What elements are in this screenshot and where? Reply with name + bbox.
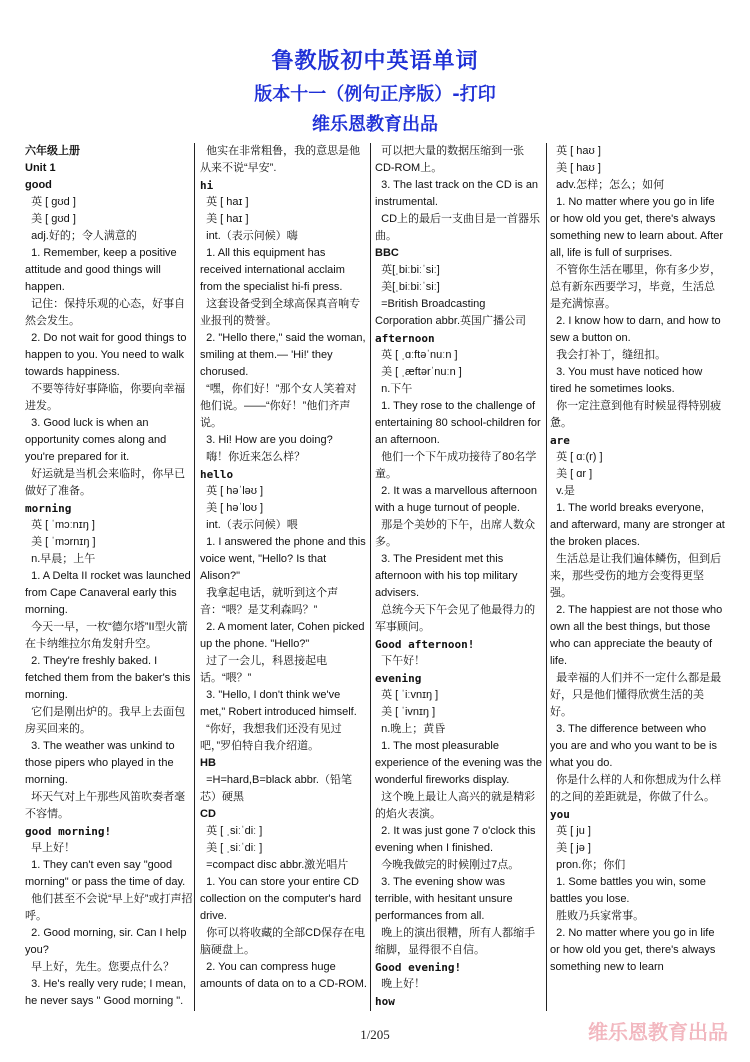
headword: are xyxy=(550,434,570,447)
entry-line: 他们一个下午成功接待了80名学童。 xyxy=(375,451,537,480)
entry-line: 坏天气对上午那些风笛吹奏者毫不容情。 xyxy=(25,791,186,820)
entry-line: n.早晨；上午 xyxy=(25,553,96,565)
entry-line: 最幸福的人们并不一定什么都是最好，只是他们懂得欣赏生活的美好。 xyxy=(550,672,722,718)
entry-line: 美 [ jə ] xyxy=(550,842,591,854)
entry-line: 3. The evening show was terrible, with hesitant unsure performances from all. xyxy=(375,876,516,922)
page-number: 1/205 xyxy=(360,1027,390,1042)
entry-line: 嗨！你近来怎么样？ xyxy=(200,451,306,463)
headword: how xyxy=(375,995,395,1008)
entry-line: 2. Good morning, sir. Can I help you? xyxy=(25,927,190,956)
entry-line: 2. No matter where you go in life or how old you get, there's always something new to learn xyxy=(550,927,719,973)
entry-line: “你好，我想我们还没有见过吧，”罗伯特自我介绍道。 xyxy=(200,723,342,752)
entry-line: 美 [ ˈmɔrnɪŋ ] xyxy=(25,536,96,548)
entry-line: 3. He's really very rude; I mean, he never says " Good morning ". xyxy=(25,978,190,1007)
entry-line: 他实在非常粗鲁，我的意思是他从来不说“早安”. xyxy=(200,145,361,174)
headword: evening xyxy=(375,672,422,685)
entry-line: 2. You can compress huge amounts of data on to a CD-ROM. xyxy=(200,961,367,990)
entry-line: int.（表示问候）嗨 xyxy=(200,230,298,242)
entry-line: 美 [ haɪ ] xyxy=(200,213,249,225)
entry-line: 我拿起电话，就听到这个声音：“喂？是艾利森吗？” xyxy=(200,587,339,616)
headword: good xyxy=(25,179,52,191)
entry-line: =compact disc abbr.激光唱片 xyxy=(200,859,349,871)
entry-line: 2. A moment later, Cohen picked up the phone. "Hello?" xyxy=(200,621,368,650)
entry-line: 这套设备受到全球高保真音响专业报刊的赞誉。 xyxy=(200,298,361,327)
entry-line: 可以把大量的数据压缩到一张CD-ROM上。 xyxy=(375,145,525,174)
entry-line: 英 [ ˈiːvnɪŋ ] xyxy=(375,689,439,701)
entry-line: 1. The world breaks everyone, and afterward, many are stronger at the broken places. xyxy=(550,502,728,548)
entry-line: =H=hard,B=black abbr.（铅笔芯）硬黑 xyxy=(200,774,352,803)
entry-line: 今晚我做完的时候刚过7点。 xyxy=(375,859,520,871)
entry-line: 1. I answered the phone and this voice went, "Hello? Is that Alison?" xyxy=(200,536,369,582)
headword: BBC xyxy=(375,247,399,259)
watermark-text: 维乐恩教育出品 xyxy=(588,1020,728,1044)
entry-line: 英[ˌbiːbiːˈsiː] xyxy=(375,264,440,276)
entry-line: 3. The last track on the CD is an instrumental. xyxy=(375,179,542,208)
entry-line: 1. Some battles you win, some battles you lose. xyxy=(550,876,709,905)
entry-line: 美 [ ˈivnɪŋ ] xyxy=(375,706,436,718)
entry-line: CD上的最后一支曲目是一首器乐曲。 xyxy=(375,213,541,242)
entry-line: 3. Hi! How are you doing? xyxy=(200,434,333,446)
entry-line: 英 [ ɑː(r) ] xyxy=(550,451,603,463)
entry-line: 早上好，先生。您要点什么？ xyxy=(25,961,175,973)
document-subtitle: 版本十一（例句正序版）-打印 xyxy=(254,84,496,105)
entry-line: 3. "Hello, I don't think we've met," Robert introduced himself. xyxy=(200,689,357,718)
vocab-column-2 xyxy=(200,143,367,1011)
entry-line: 1. A Delta II rocket was launched from Cape Canaveral early this morning. xyxy=(25,570,194,616)
entry-line: 早上好！ xyxy=(25,842,76,854)
headword: Good evening! xyxy=(375,961,462,974)
entry-line: 不管你生活在哪里，你有多少岁，总有新东西要学习，毕竟，生活总是充满惊喜。 xyxy=(550,264,722,310)
document-title: 鲁教版初中英语单词 xyxy=(271,49,479,74)
vocab-column-4 xyxy=(550,143,728,1011)
entry-line: 1. All this equipment has received international acclaim from the specialist hi-fi press. xyxy=(200,247,348,293)
entry-line: “嘿，你们好！”那个女人笑着对他们说。——“你好！”他们齐声说。 xyxy=(200,383,357,429)
entry-line: 2. The happiest are not those who own all the best things, but those who can appreciate the beauty of life. xyxy=(550,604,726,667)
entry-line: int.（表示问候）喂 xyxy=(200,519,298,531)
entry-line: 2. I know how to darn, and how to sew a button on. xyxy=(550,315,724,344)
entry-line: 英 [ ɡʊd ] xyxy=(25,196,76,208)
headword: good morning! xyxy=(25,825,112,838)
entry-line: 美 [ həˈloʊ ] xyxy=(200,502,264,514)
headword: 六年级上册 xyxy=(25,145,80,157)
entry-line: 晚上的演出很糟，所有人都缩手缩脚，显得很不自信。 xyxy=(375,927,536,956)
entry-line: 美 [ haʊ ] xyxy=(550,162,601,174)
headword: Good afternoon! xyxy=(375,638,475,651)
entry-line: 它们是刚出炉的。我早上去面包房买回来的。 xyxy=(25,706,186,735)
entry-line: 你可以将收藏的全部CD保存在电脑硬盘上。 xyxy=(200,927,366,956)
entry-line: 这个晚上最让人高兴的就是精彩的焰火表演。 xyxy=(375,791,536,820)
column-divider xyxy=(546,143,547,1011)
headword: afternoon xyxy=(375,332,435,345)
entry-line: 1. They can't even say "good morning" or pass the time of day. xyxy=(25,859,186,888)
entry-line: 1. No matter where you go in life or how old you get, there's always something new to learn about. After all, life is full of surprises. xyxy=(550,196,727,259)
entry-line: 2. They're freshly baked. I fetched them from the baker's this morning. xyxy=(25,655,194,701)
entry-line: 3. You must have noticed how tired he sometimes looks. xyxy=(550,366,706,395)
entry-line: 好运就是当机会来临时，你早已做好了准备。 xyxy=(25,468,186,497)
entry-line: 总统今天下午会见了他最得力的军事顾问。 xyxy=(375,604,536,633)
entry-line: 3. The weather was unkind to those pipers who played in the morning. xyxy=(25,740,178,786)
entry-line: n.晚上；黄昏 xyxy=(375,723,446,735)
headword: CD xyxy=(200,808,216,820)
entry-line: 英 [ həˈləʊ ] xyxy=(200,485,264,497)
entry-line: 英 [ ˈmɔːnɪŋ ] xyxy=(25,519,95,531)
entry-line: 2. It was just gone 7 o'clock this evening when I finished. xyxy=(375,825,539,854)
entry-line: v.是 xyxy=(550,485,575,497)
entry-line: 记住：保持乐观的心态，好事自然会发生。 xyxy=(25,298,186,327)
entry-line: 英 [ ˌɑːftəˈnuːn ] xyxy=(375,349,458,361)
entry-line: 美 [ ˌæftərˈnuːn ] xyxy=(375,366,462,378)
entry-line: 1. Remember, keep a positive attitude and good things will happen. xyxy=(25,247,180,293)
entry-line: 我会打补丁，缝纽扣。 xyxy=(550,349,667,361)
entry-line: 英 [ ju ] xyxy=(550,825,591,837)
entry-line: 1. The most pleasurable experience of the evening was the wonderful fireworks display. xyxy=(375,740,546,786)
entry-line: 美 [ ɡʊd ] xyxy=(25,213,76,225)
entry-line: 今天一早，一枚“德尔塔”II型火箭在卡纳维拉尔角发射升空。 xyxy=(25,621,188,650)
entry-line: 1. They rose to the challenge of entertaining 80 school-children for an afternoon. xyxy=(375,400,544,446)
entry-line: 3. Good luck is when an opportunity comes along and you're prepared for it. xyxy=(25,417,170,463)
entry-line: 生活总是让我们遍体鳞伤，但到后来，那些受伤的地方会变得更坚强。 xyxy=(550,553,722,599)
headword: hi xyxy=(200,179,214,192)
entry-line: 英 [ haɪ ] xyxy=(200,196,249,208)
column-divider xyxy=(194,143,195,1011)
entry-line: 英 [ ˌsiːˈdiː ] xyxy=(200,825,263,837)
entry-line: =British Broadcasting Corporation abbr.英国广播公司 xyxy=(375,298,526,327)
entry-line: 不要等待好事降临，你要向幸福进发。 xyxy=(25,383,186,412)
headword: HB xyxy=(200,757,216,769)
entry-line: n.下午 xyxy=(375,383,413,395)
entry-line: 2. It was a marvellous afternoon with a huge turnout of people. xyxy=(375,485,541,514)
entry-line: 过了一会儿，科恩接起电话。“喂？” xyxy=(200,655,328,684)
headword: morning xyxy=(25,502,72,515)
headword: hello xyxy=(200,468,234,481)
entry-line: pron.你；你们 xyxy=(550,859,626,871)
headword: Unit 1 xyxy=(25,162,56,174)
entry-line: 晚上好！ xyxy=(375,978,426,990)
entry-line: 美 [ ˌsiːˈdiː ] xyxy=(200,842,263,854)
entry-line: 美[ˌbiːbiːˈsiː] xyxy=(375,281,440,293)
entry-line: 胜败乃兵家常事。 xyxy=(550,910,645,922)
entry-line: 3. The difference between who you are and who you want to be is what you do. xyxy=(550,723,721,769)
vocab-column-3 xyxy=(375,143,546,1011)
entry-line: 你一定注意到他有时候显得特别疲惫。 xyxy=(550,400,722,429)
entry-line: 2. "Hello there," said the woman, smiling at them.— 'Hi!' they chorused. xyxy=(200,332,369,378)
entry-line: 2. Do not wait for good things to happen to you. You need to walk towards happiness. xyxy=(25,332,190,378)
entry-line: 下午好！ xyxy=(375,655,426,667)
vocab-column-1 xyxy=(25,143,195,1011)
document-publisher: 维乐恩教育出品 xyxy=(312,114,438,135)
entry-line: 美 [ ɑr ] xyxy=(550,468,593,480)
headword: you xyxy=(550,808,570,821)
entry-line: 3. The President met this afternoon with his top military advisers. xyxy=(375,553,521,599)
entry-line: 那是个美妙的下午，出席人数众多。 xyxy=(375,519,536,548)
entry-line: 1. You can store your entire CD collection on the computer's hard drive. xyxy=(200,876,365,922)
entry-line: adj.好的；令人满意的 xyxy=(25,230,137,242)
entry-line: 你是什么样的人和你想成为什么样的之间的差距就是，你做了什么。 xyxy=(550,774,722,803)
column-divider xyxy=(370,143,371,1011)
entry-line: adv.怎样；怎么；如何 xyxy=(550,179,665,191)
entry-line: 他们甚至不会说“早上好”或打声招呼。 xyxy=(25,893,193,922)
entry-line: 英 [ haʊ ] xyxy=(550,145,601,157)
